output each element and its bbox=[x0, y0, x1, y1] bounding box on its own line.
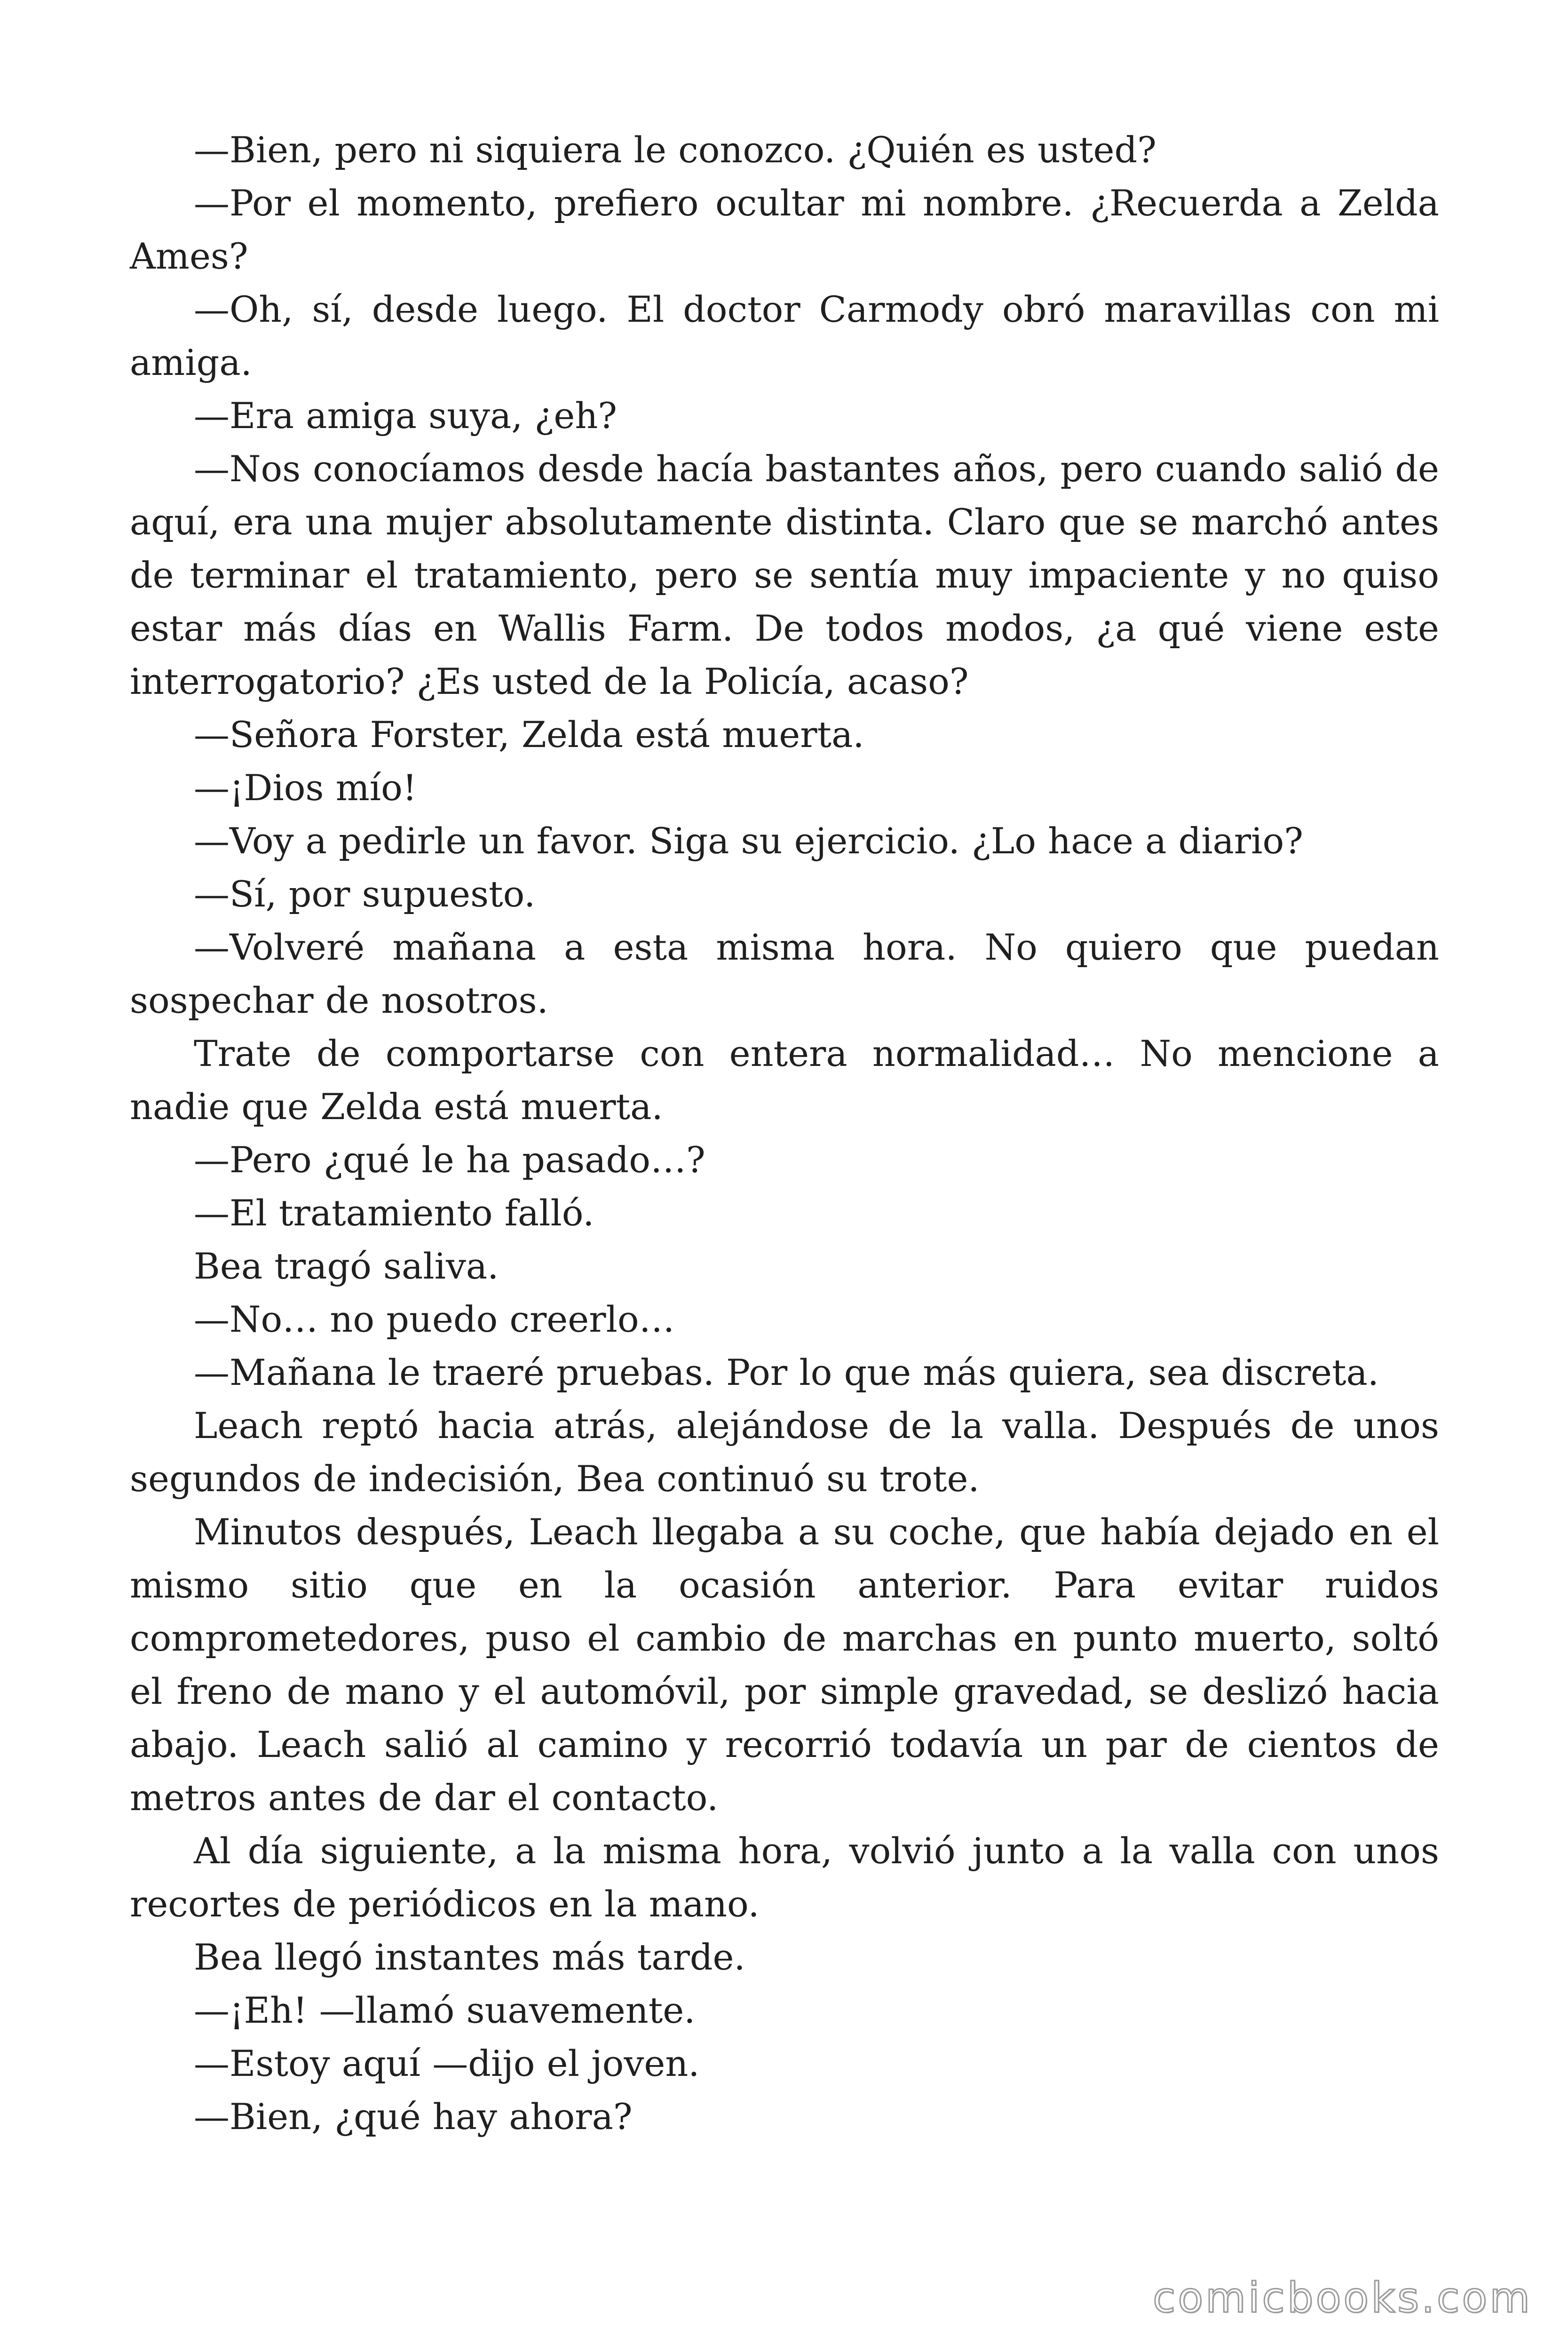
paragraph: Trate de comportarse con entera normalidad… No mencione a nadie que Zelda está muerta. bbox=[130, 1033, 1439, 1128]
paragraph: —Mañana le traeré pruebas. Por lo que más quiera, sea discreta. bbox=[194, 1351, 1379, 1393]
paragraph: Bea tragó saliva. bbox=[194, 1245, 499, 1287]
body-text bbox=[130, 123, 1439, 2143]
paragraph: —Por el momento, prefiero ocultar mi nombre. ¿Recuerda a Zelda Ames? bbox=[130, 182, 1439, 277]
paragraph: Bea llegó instantes más tarde. bbox=[194, 1936, 745, 1978]
paragraph: —Señora Forster, Zelda está muerta. bbox=[194, 714, 864, 755]
paragraph: —Bien, ¿qué hay ahora? bbox=[194, 2096, 633, 2137]
paragraph: —Bien, pero ni siquiera le conozco. ¿Quién es usted? bbox=[194, 129, 1156, 171]
paragraph: —Volveré mañana a esta misma hora. No quiero que puedan sospechar de nosotros. bbox=[130, 926, 1439, 1021]
paragraph: Al día siguiente, a la misma hora, volvió junto a la valla con unos recortes de periódicos en la mano. bbox=[130, 1830, 1439, 1925]
paragraph: —¡Dios mío! bbox=[194, 767, 417, 809]
paragraph: —Nos conocíamos desde hacía bastantes años, pero cuando salió de aquí, era una mujer absolutamente distinta. Claro que se marchó antes de terminar el tratamiento, pero se sentía muy impaciente y no quiso estar más días en Wallis Farm. De todos modos, ¿a qué viene este interrogatorio? ¿Es usted de la Policía, acaso? bbox=[130, 448, 1439, 702]
paragraph: —Pero ¿qué le ha pasado…? bbox=[194, 1139, 705, 1181]
paragraph: —Oh, sí, desde luego. El doctor Carmody obró maravillas con mi amiga. bbox=[130, 288, 1439, 383]
paragraph: —Voy a pedirle un favor. Siga su ejercicio. ¿Lo hace a diario? bbox=[194, 820, 1303, 862]
paragraph: —No… no puedo creerlo… bbox=[194, 1298, 675, 1340]
paragraph: —Era amiga suya, ¿eh? bbox=[194, 395, 618, 437]
paragraph: Leach reptó hacia atrás, alejándose de la valla. Después de unos segundos de indecisión, Bea continuó su trote. bbox=[130, 1405, 1439, 1500]
paragraph: —Estoy aquí —dijo el joven. bbox=[194, 2042, 700, 2084]
paragraph: —¡Eh! —llamó suavemente. bbox=[194, 1989, 696, 2031]
paragraph: —Sí, por supuesto. bbox=[194, 873, 536, 915]
paragraph: —El tratamiento falló. bbox=[194, 1192, 594, 1234]
watermark-text: comicbooks.com bbox=[1152, 2273, 1532, 2322]
paragraph: Minutos después, Leach llegaba a su coche, que había dejado en el mismo sitio que en la ocasión anterior. Para evitar ruidos comprometedores, puso el cambio de marchas en punto muerto, soltó el freno de mano y el automóvil, por simple gravedad, se deslizó hacia abajo. Leach salió al camino y recorrió todavía un par de cientos de metros antes de dar el contacto. bbox=[130, 1511, 1439, 1819]
